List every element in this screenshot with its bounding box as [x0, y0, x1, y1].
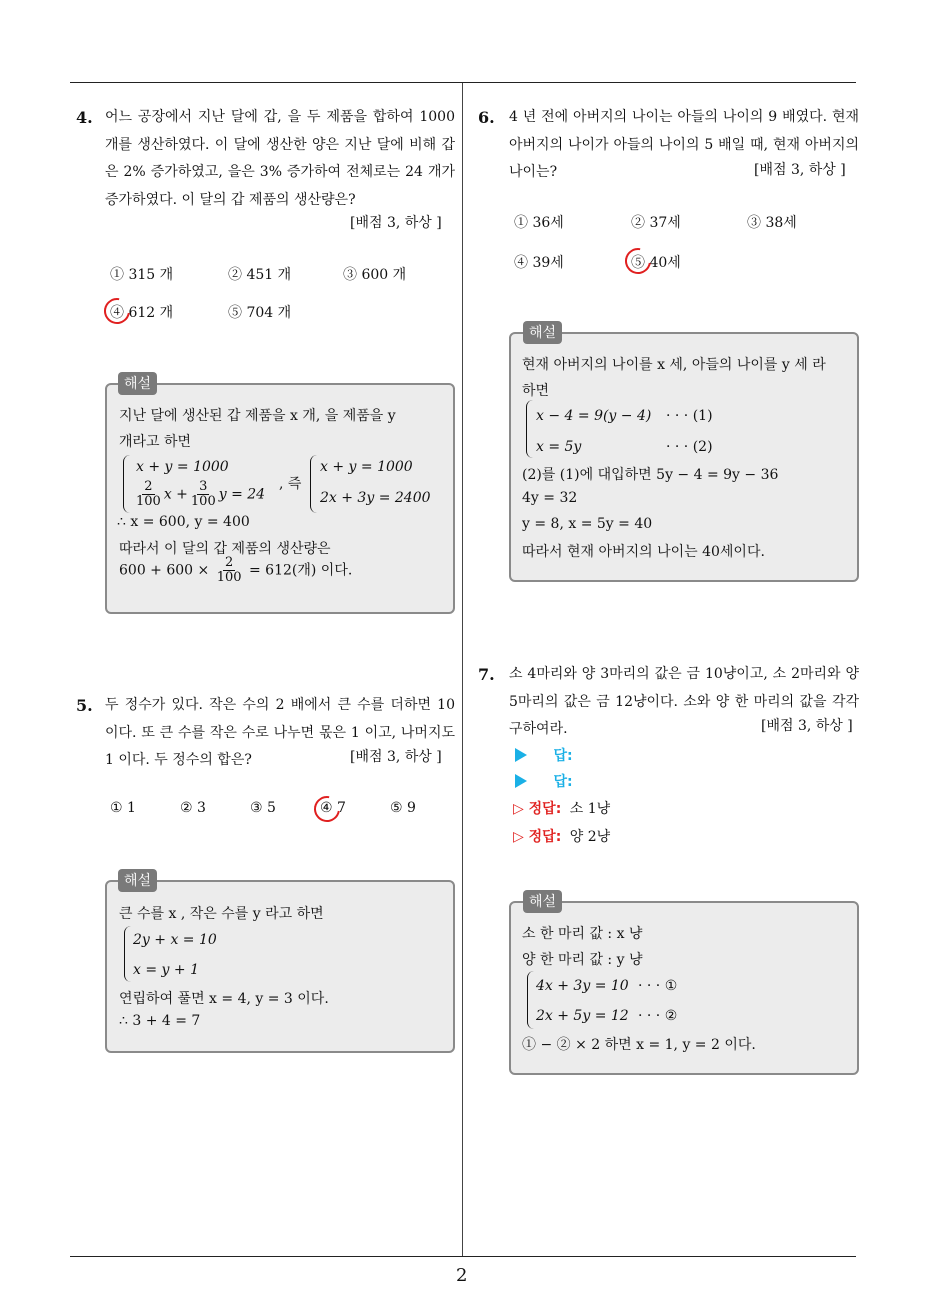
q4-selected-mark-icon [99, 293, 135, 329]
q5-meta: [배점 3, 하상 ] [350, 749, 442, 765]
q5-choice-4[interactable]: ④ 7 [320, 800, 346, 816]
q7-answer-label-1: 답: [553, 748, 573, 764]
q6-sol-line2: 하면 [522, 383, 550, 399]
q4-number: 4. [76, 108, 93, 127]
q7-eq1-tag: · · · ① [638, 978, 678, 994]
q4-eq2-post: y = 24 [218, 486, 266, 503]
q4-meta: [배점 3, 하상 ] [350, 215, 442, 231]
play-icon [515, 774, 527, 788]
q5-eq2: x = y + 1 [133, 962, 199, 978]
q7-answer-row-2[interactable] [515, 771, 573, 791]
q6-sol-line6: 따라서 현재 아버지의 나이는 40세이다. [522, 544, 765, 560]
q5-brace [124, 926, 131, 982]
q4-eq1: x + y = 1000 [136, 459, 229, 475]
q5-eq1: 2y + x = 10 [133, 932, 217, 948]
q5-selected-mark-icon [309, 791, 345, 827]
q6-selected-mark-icon [620, 243, 656, 279]
q4-choice-3[interactable]: ③ 600 개 [343, 267, 407, 283]
q6-sol-line1: 현재 아버지의 나이를 x 세, 아들의 나이를 y 세 라 [522, 357, 826, 373]
q4-text: 어느 공장에서 지난 달에 갑, 을 두 제품을 합하여 1000 개를 생산하였다. 이 달에 생산한 양은 지난 달에 비해 갑은 2% 증가하였고, 을은 3% 증가하여 전체로는 24 개가 증가하였다. 이 달의 갑 제품의 생산량은? [105, 109, 455, 208]
q7-answer-row-1[interactable] [515, 745, 573, 765]
q6-choice-1[interactable]: ① 36세 [514, 215, 564, 231]
q7-answer-label-2: 답: [553, 774, 573, 790]
q4-sol-line3: 따라서 이 달의 갑 제품의 생산량은 [119, 541, 331, 557]
q5-text: 두 정수가 있다. 작은 수의 2 배에서 큰 수를 더하면 10 이다. 또 큰 수를 작은 수로 나누면 몫은 1 이고, 나머지도 1 이다. 두 정수의 합은? [105, 697, 455, 768]
q4-eq2-frac1-num: 2 [144, 479, 153, 494]
q4-brace-2 [310, 455, 317, 513]
q7-number: 7. [478, 665, 495, 684]
q6-eq2: x = 5y [536, 439, 582, 455]
q4-eq2-frac2-num: 3 [199, 479, 208, 494]
q4-solution-label: 해설 [118, 372, 157, 395]
q6-eq2-tag: · · · (2) [666, 439, 713, 455]
q4-sol-calc-num: 2 [224, 555, 234, 570]
q4-choice-2[interactable]: ② 451 개 [228, 267, 292, 283]
q7-correct-row-1 [513, 798, 610, 818]
q6-text: 4 년 전에 아버지의 나이는 아들의 나이의 9 배였다. 현재 아버지의 나이가 아들의 나이의 5 배일 때, 현재 아버지의 나이는? [509, 109, 859, 180]
q4-choice-5[interactable]: ⑤ 704 개 [228, 305, 292, 321]
q5-sol-line3: ∴ 3 + 4 = 7 [119, 1013, 201, 1029]
q4-sol-line1: 지난 달에 생산된 갑 제품을 x 개, 을 제품을 y [119, 408, 396, 424]
q7-sol-line1: 소 한 마리 값 : x 냥 [522, 926, 643, 942]
q5-sol-line2: 연립하여 풀면 x = 4, y = 3 이다. [119, 991, 329, 1007]
q4-brace-1 [123, 455, 130, 513]
q4-eq3: x + y = 1000 [320, 459, 413, 475]
bottom-rule [70, 1256, 856, 1257]
q7-correct-row-2 [513, 826, 610, 846]
q7-sol-line2: 양 한 마리 값 : y 냥 [522, 952, 643, 968]
q5-solution-label: 해설 [118, 869, 157, 892]
q6-sol-line4: 4y = 32 [522, 490, 578, 506]
q6-brace [526, 400, 533, 458]
q5-number: 5. [76, 696, 93, 715]
q4-eq4: 2x + 3y = 2400 [320, 490, 431, 506]
q6-sol-line5: y = 8, x = 5y = 40 [522, 516, 653, 532]
q7-correct-1: 소 1냥 [569, 801, 611, 817]
q4-therefore: ∴ x = 600, y = 400 [117, 514, 250, 530]
q4-choice-1[interactable]: ① 315 개 [110, 267, 174, 283]
q4-sol-calc-post: = 612(개) 이다. [249, 562, 353, 579]
q7-eq2: 2x + 5y = 12 [536, 1008, 629, 1024]
q4-eq2 [133, 480, 265, 509]
q6-meta: [배점 3, 하상 ] [754, 162, 846, 178]
q7-brace [527, 971, 534, 1029]
q4-sol-calc [119, 556, 352, 585]
q4-choice-4[interactable]: ④ 612 개 [110, 305, 174, 321]
q7-eq2-tag: · · · ② [638, 1008, 678, 1024]
q6-solution-label: 해설 [523, 321, 562, 344]
q4-eq2-frac1-den: 100 [136, 494, 161, 509]
q7-meta: [배점 3, 하상 ] [761, 718, 853, 734]
q6-choice-5[interactable]: ⑤ 40세 [631, 255, 681, 271]
q6-choice-3[interactable]: ③ 38세 [747, 215, 797, 231]
q6-eq1-tag: · · · (1) [666, 408, 713, 424]
play-icon [515, 748, 527, 762]
q4-eq2-frac2-den: 100 [190, 494, 216, 509]
q4-sol-calc-den: 100 [216, 570, 242, 585]
q7-sol-line3: ① − ② × 2 하면 x = 1, y = 2 이다. [522, 1037, 756, 1053]
q7-correct-2: 양 2냥 [569, 829, 611, 845]
q4-sol-line2: 개라고 하면 [119, 434, 192, 450]
q6-sol-line3: (2)를 (1)에 대입하면 5y − 4 = 9y − 36 [522, 467, 779, 483]
q7-solution-label: 해설 [523, 890, 562, 913]
q5-choice-1[interactable]: ① 1 [110, 800, 136, 816]
q6-number: 6. [478, 108, 495, 127]
q7-correct-label-1: ▷ 정답: [513, 801, 562, 817]
q6-choice-2[interactable]: ② 37세 [631, 215, 681, 231]
q4-sep: , 즉 [279, 476, 302, 492]
q6-eq1: x − 4 = 9(y − 4) [536, 408, 652, 424]
q5-choice-3[interactable]: ③ 5 [250, 800, 276, 816]
q7-eq1: 4x + 3y = 10 [536, 978, 629, 994]
q4-sol-calc-pre: 600 + 600 × [119, 562, 210, 579]
q7-correct-label-2: ▷ 정답: [513, 829, 562, 845]
q5-choice-2[interactable]: ② 3 [180, 800, 206, 816]
column-divider [462, 83, 463, 1257]
q6-choice-4[interactable]: ④ 39세 [514, 255, 564, 271]
q5-sol-line1: 큰 수를 x , 작은 수를 y 라고 하면 [119, 906, 324, 922]
q4-eq2-mid: x + [163, 486, 188, 503]
q7-text: 소 4마리와 양 3마리의 값은 금 10냥이고, 소 2마리와 양 5마리의 값은 금 12냥이다. 소와 양 한 마리의 값을 각각 구하여라. [509, 666, 859, 737]
top-rule [70, 82, 856, 83]
q5-choice-5[interactable]: ⑤ 9 [390, 800, 416, 816]
page-number: 2 [456, 1265, 468, 1286]
